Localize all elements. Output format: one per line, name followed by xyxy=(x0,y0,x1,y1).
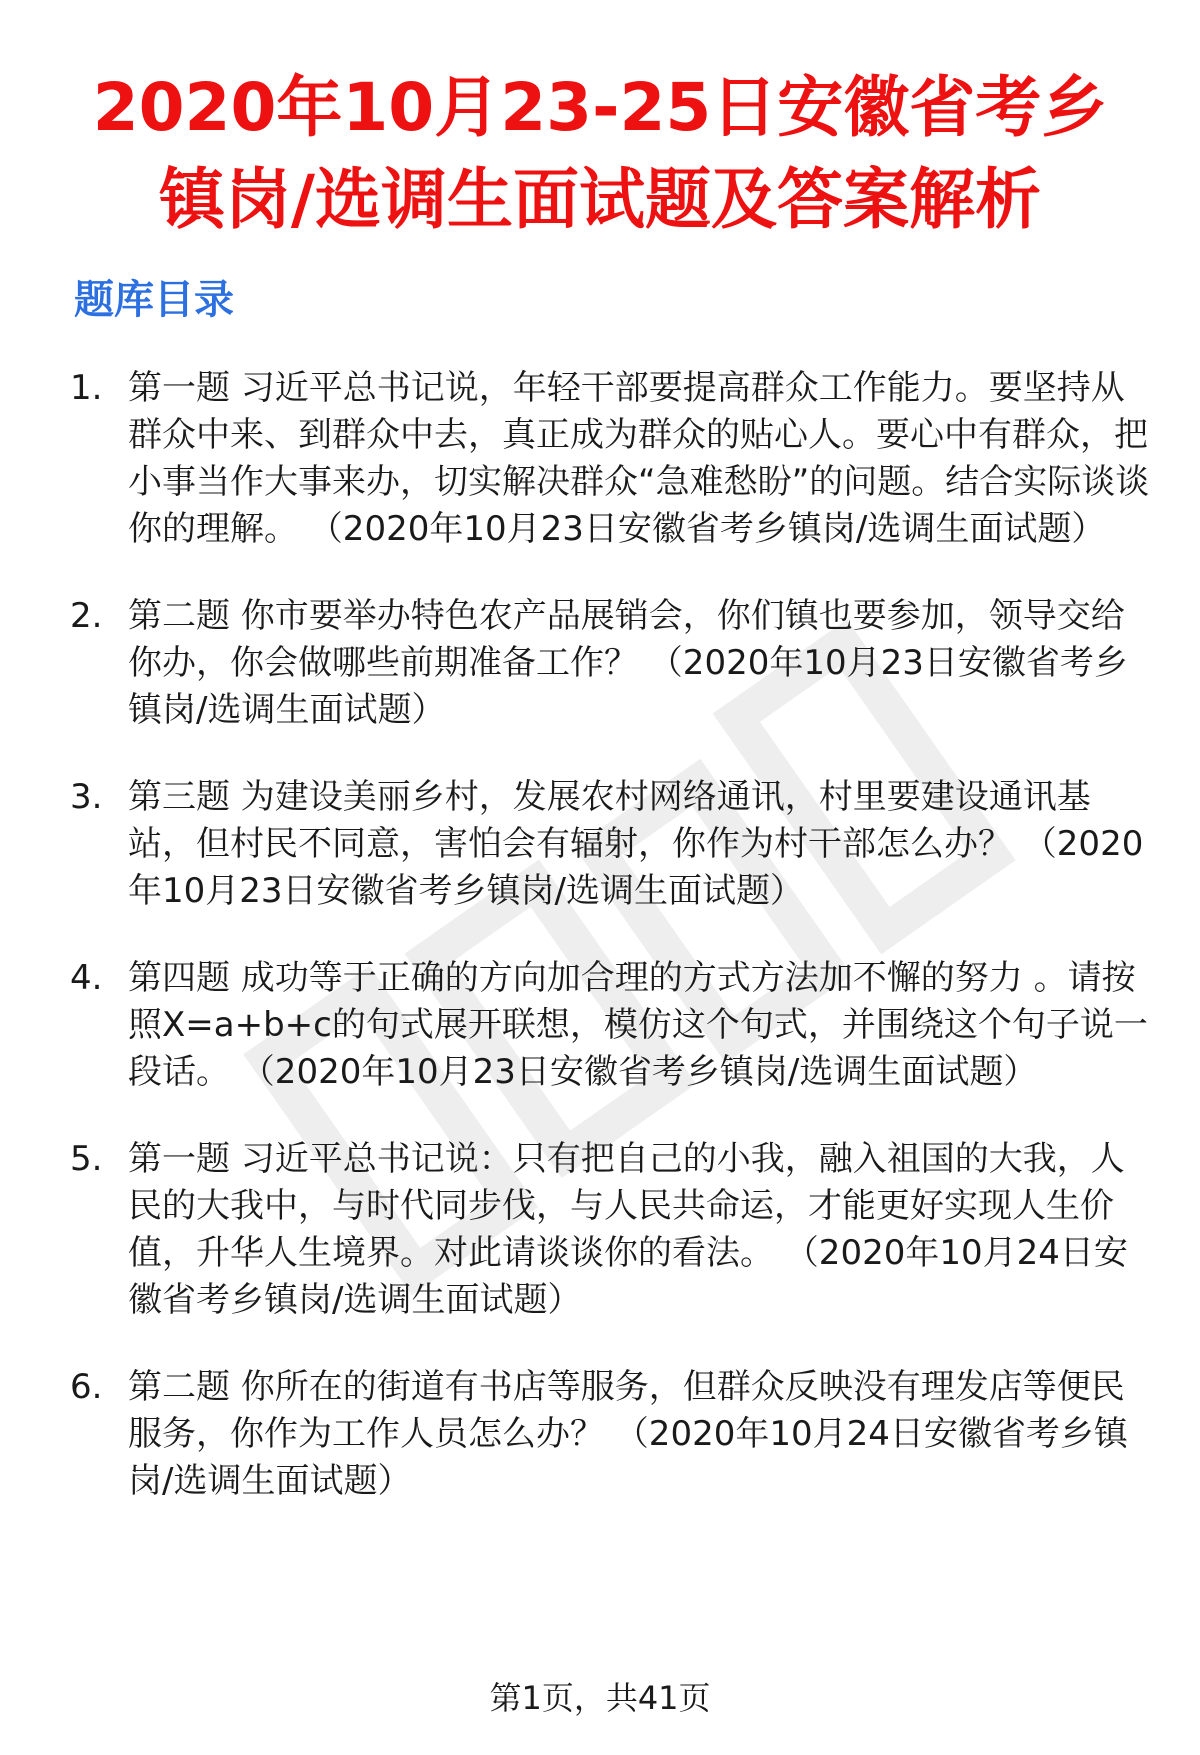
question-text: 第二题 你市要举办特色农产品展销会，你们镇也要参加，领导交给你办，你会做哪些前期准备工作？ （2020年10月23日安徽省考乡镇岗/选调生面试题） xyxy=(128,596,1128,730)
question-number: 2. xyxy=(70,596,103,636)
question-text: 第四题 成功等于正确的方向加合理的方式方法加不懈的努力 。请按照X=a+b+c的句式展开联想，模仿这个句式，并围绕这个句子说一段话。 （2020年10月23日安徽省考乡镇岗/选调生面试题） xyxy=(128,958,1148,1092)
question-number: 1. xyxy=(70,368,103,408)
question-text: 第一题 习近平总书记说，年轻干部要提高群众工作能力。要坚持从群众中来、到群众中去，真正成为群众的贴心人。要心中有群众，把小事当作大事来办，切实解决群众“急难愁盼”的问题。结合实际谈谈你的理解。 （2020年10月23日安徽省考乡镇岗/选调生面试题） xyxy=(128,368,1150,549)
question-item xyxy=(70,1364,1150,1505)
question-text: 第三题 为建设美丽乡村，发展农村网络通讯，村里要建设通讯基站，但村民不同意，害怕会有辐射，你作为村干部怎么办？ （2020年10月23日安徽省考乡镇岗/选调生面试题） xyxy=(128,777,1144,911)
question-number: 3. xyxy=(70,777,103,817)
question-number: 5. xyxy=(70,1139,103,1179)
question-number: 4. xyxy=(70,958,103,998)
question-text: 第二题 你所在的街道有书店等服务，但群众反映没有理发店等便民服务，你作为工作人员怎么办？ （2020年10月24日安徽省考乡镇岗/选调生面试题） xyxy=(128,1367,1128,1501)
question-item xyxy=(70,365,1150,553)
page-footer: 第1页，共41页 xyxy=(489,1679,711,1717)
question-item xyxy=(70,1136,1150,1324)
question-item xyxy=(70,593,1150,734)
question-item xyxy=(70,774,1150,915)
question-text: 第一题 习近平总书记说：只有把自己的小我，融入祖国的大我，人民的大我中，与时代同步伐，与人民共命运，才能更好实现人生价值，升华人生境界。对此请谈谈你的看法。 （2020年10月24日安徽省考乡镇岗/选调生面试题） xyxy=(128,1139,1128,1320)
question-list xyxy=(70,365,1150,1545)
document-title: 2020年10月23-25日安徽省考乡镇岗/选调生面试题及答案解析 xyxy=(92,69,1108,238)
question-number: 6. xyxy=(70,1367,103,1407)
toc-heading: 题库目录 xyxy=(74,277,234,323)
question-item xyxy=(70,955,1150,1096)
